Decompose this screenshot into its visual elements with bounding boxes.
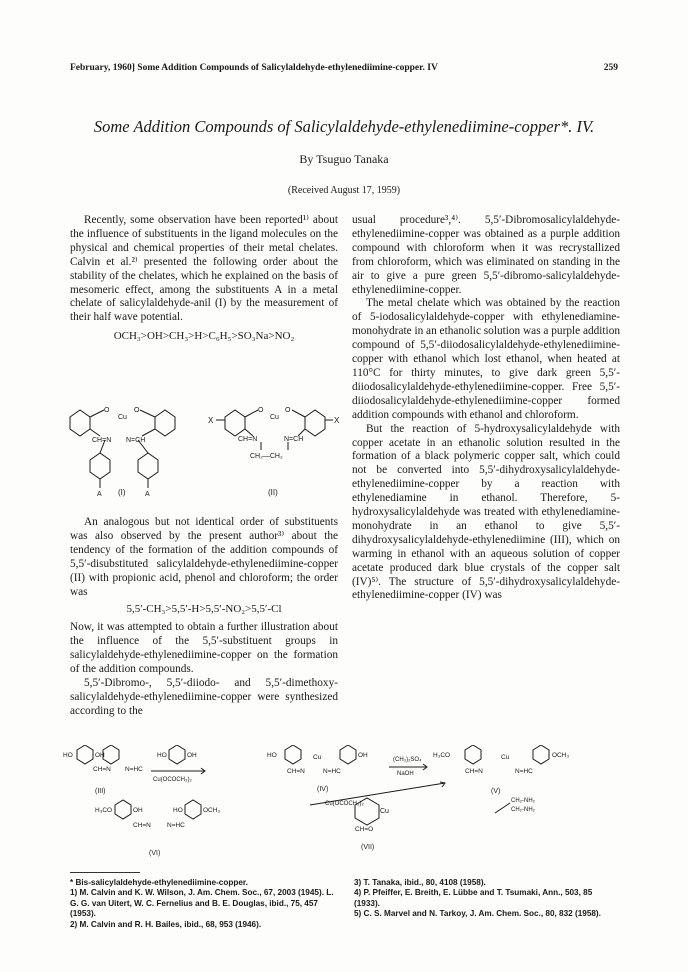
reaction-scheme-figure (55, 745, 655, 863)
compound-label-VI: (VI) (149, 850, 161, 857)
methoxy-label: OCH₃ (552, 752, 570, 759)
footnotes-right (354, 878, 620, 920)
footnote: * Bis-salicylaldehyde-ethylenediimine-copper. (70, 878, 248, 887)
running-title: February, 1960] Some Addition Compounds of Salicylaldehyde-ethylenediimine-copper. IV (70, 63, 438, 73)
page-number: 259 (603, 63, 618, 73)
imine-label: N=HC (323, 768, 341, 775)
imine-label: CH=N (465, 768, 483, 775)
right-column (352, 214, 620, 603)
imine-label: N=HC (167, 822, 185, 829)
footnote: 2) M. Calvin and R. H. Bailes, ibid., 68, 953 (1946). (70, 919, 262, 929)
article-title: Some Addition Compounds of Salicylaldehyde-ethylenediimine-copper*. IV. (93, 117, 595, 136)
aldehyde-label: CH=O (355, 826, 374, 833)
ethylene-bridge-label: CH₂—CH₂ (250, 453, 283, 460)
paragraph: 5,5′-Dibromo-, 5,5′-diiodo- and 5,5′-dimethoxy-salicylaldehyde-ethylenediimine-copper were synthesized according to the (70, 676, 338, 717)
footnotes-left (70, 878, 338, 930)
footnote: 1) M. Calvin and K. W. Wilson, J. Am. Chem. Soc., 67, 2003 (1945). L. G. G. van Uitert, W. C. Fernelius and B. E. Douglas, ibid., 75, 457 (1953). (70, 888, 334, 919)
reagent-naoh: NaOH (397, 771, 414, 777)
cu-atom-label: Cu (380, 808, 389, 815)
hydroxy-label: HO (157, 752, 167, 759)
reagent-dimethyl-sulfate: (CH₃)₂SO₄ (393, 757, 422, 763)
o-atom-label: O (258, 407, 264, 414)
reagent-copper-acetate: Cu(OCOCH₃)₂ (325, 801, 364, 807)
received-date: (Received August 17, 1959) (287, 185, 401, 196)
paragraph: usual procedure³,⁴⁾. 5,5′-Dibromosalicylaldehyde-ethylenediimine-copper was obtained as a purple addition compound with chloroform when it was recrystallized from chloroform, which was eliminated on standing in the air to give a pure green 5,5′-dibromo-salicylaldehyde-ethylenediimine-copper. (352, 214, 620, 296)
cu-atom-label: Cu (118, 414, 127, 421)
left-column-bottom (70, 516, 338, 719)
cu-atom-label: Cu (501, 754, 510, 761)
paragraph: But the reaction of 5-hydroxysalicylaldehyde with copper acetate in an ethanolic solution resulted in the formation of a black polymeric copper salt, which could not be converted into 5,5′-dihydroxysalicylaldehyde-ethylenediimine-copper by a reaction with ethylenediamine in ethanol. Therefore, 5-hydroxysalicylaldehyde was treated with ethylenediamine-monohydrate in an ethanol to give 5,5′-dihydroxysalicylaldehyde-ethylenediimine (III), which on warming in ethanol with an aqueous solution of copper acetate produced dark blue crystals of the copper salt (IV)⁵⁾. The structure of 5,5′-dihydroxysalicylaldehyde-ethylenediimine-copper (IV) was (352, 422, 620, 602)
paragraph: The metal chelate which was obtained by the reaction of 5-iodosalicylaldehyde-copper with ethylenediamine-monohydrate in an ethanolic solution was a purple addition compound of 5,5′-diiodosalicylaldehyde-ethylenediimine-copper with ethanol which lost ethanol, when heated at 110°C for thirty minutes, to give dark green 5,5′-diiodosalicylaldehyde-ethylenediimine-copper. Free 5,5′-diiodosalicylaldehyde-ethylenediimine-copper formed addition compounds with ethanol and chloroform. (352, 297, 620, 421)
reagent-ethylenediamine: CH₂-NH₂ (511, 798, 535, 804)
compound-label-IV: (IV) (317, 786, 329, 793)
hydroxy-label: OH (187, 752, 197, 759)
imine-label: N=CH (126, 437, 146, 444)
substituent-order-1: OCH₃>OH>CH₃>H>C₆H₅>SO₃Na>NO₂ (113, 330, 295, 343)
compound-label-III: (III) (95, 788, 106, 795)
hydroxy-label: OH (133, 807, 143, 814)
footnote-rule (70, 872, 140, 873)
paragraph: Now, it was attempted to obtain a further illustration about the influence of the 5,5′-substituent groups in salicylaldehyde-ethylenediimine-copper on the formation of the addition compounds. (70, 621, 338, 676)
substituent-x-label: X (208, 416, 214, 425)
chelate-structures-figure (60, 392, 350, 502)
reagent-ethylenediamine: CH₂-NH₂ (511, 807, 535, 813)
footnote: 3) T. Tanaka, ibid., 80, 4108 (1958). (354, 878, 486, 887)
imine-label: N=HC (515, 768, 533, 775)
cu-atom-label: Cu (313, 754, 322, 761)
imine-label: N=HC (125, 766, 143, 773)
substituent-x-label: X (334, 416, 340, 425)
hydroxy-label: HO (63, 752, 73, 759)
hydroxy-label: OH (95, 752, 105, 759)
methoxy-label: H₃CO (433, 752, 451, 759)
author-byline: By Tsuguo Tanaka (299, 152, 389, 166)
paragraph: An analogous but not identical order of substituents was also observed by the present author³⁾ about the tendency of the formation of the addition compounds of 5,5′-disubstituted salicylaldehyde-ethylenediimine-copper (II) with propionic acid, phenol and chloroform; the order was (70, 516, 338, 598)
methoxy-label: H₃CO (95, 807, 113, 814)
reagent-copper-acetate: Cu(OCOCH₃)₂ (153, 777, 192, 783)
imine-label: CH=N (92, 437, 112, 444)
footnote: 5) C. S. Marvel and N. Tarkoy, J. Am. Chem. Soc., 80, 832 (1958). (354, 909, 601, 919)
methoxy-label: OCH₃ (203, 807, 221, 814)
hydroxy-label: OH (358, 752, 368, 759)
hydroxy-label: HO (173, 807, 183, 814)
o-atom-label: O (104, 407, 110, 414)
hydroxy-label: HO (267, 752, 277, 759)
o-atom-label: O (134, 407, 140, 414)
left-column-top (70, 214, 338, 344)
imine-label: CH=N (133, 822, 151, 829)
compound-label-II: (II) (268, 488, 278, 497)
compound-label-VII: (VII) (361, 844, 375, 851)
substituent-a-label: A (97, 491, 102, 498)
substituent-a-label: A (145, 491, 150, 498)
imine-label: CH=N (238, 436, 258, 443)
o-atom-label: O (285, 407, 291, 414)
imine-label: N=CH (284, 436, 304, 443)
paragraph: Recently, some observation have been reported¹⁾ about the influence of substituents in the ligand molecules on the physical and chemical properties of their metal chelates. Calvin et al.²⁾ presented the following order about the stability of the chelates, which he explained on the basis of mesomeric effect, among the substituents A in a metal chelate of salicylaldehyde-anil (I) by the measurement of their half wave potential. (70, 214, 338, 324)
compound-label-V: (V) (491, 788, 501, 795)
footnote: 4) P. Pfeiffer, E. Breith, E. Lübbe and T. Tsumaki, Ann., 503, 85 (1933). (354, 888, 593, 908)
imine-label: CH=N (93, 766, 111, 773)
compound-label-I: (I) (118, 488, 126, 497)
running-header (70, 63, 618, 73)
substituent-order-2: 5,5′-CH₃>5,5′-H>5,5′-NO₂>5,5′-Cl (126, 603, 282, 616)
cu-atom-label: Cu (270, 414, 279, 421)
imine-label: CH=N (287, 768, 305, 775)
